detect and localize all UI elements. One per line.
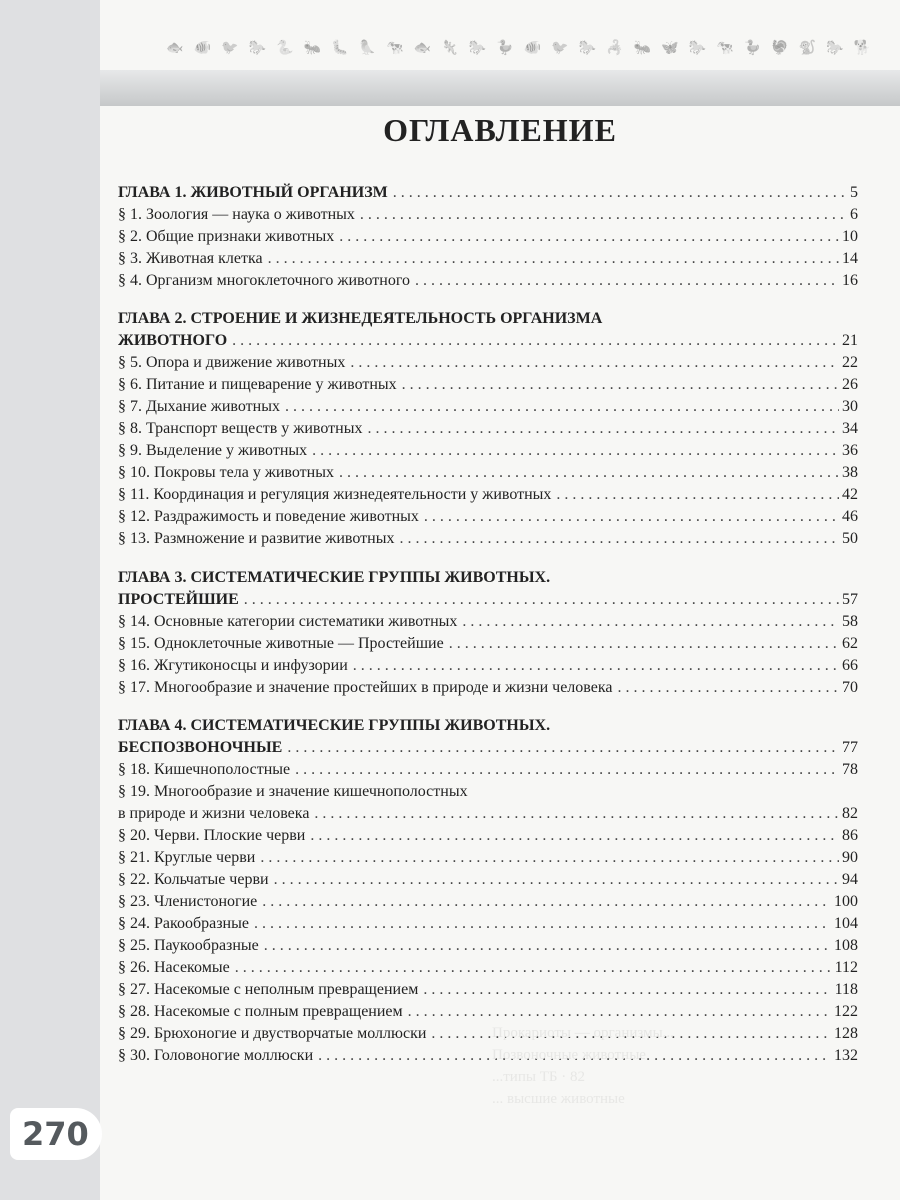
toc-entry[interactable] <box>118 935 858 957</box>
toc-entry-text: в природе и жизни человека <box>118 805 310 822</box>
dot-leader <box>264 935 831 957</box>
chapter-heading[interactable] <box>118 589 858 611</box>
dot-leader <box>244 589 839 611</box>
dot-leader <box>415 270 839 292</box>
toc-entry-text: § 12. Раздражимость и поведение животных <box>118 508 419 525</box>
toc-entry[interactable] <box>118 803 858 825</box>
toc-entry-text: § 11. Координация и регуляция жизнедеятельности у животных <box>118 486 552 503</box>
dot-leader <box>462 611 839 633</box>
toc-entry-text: § 29. Брюхоногие и двустворчатые моллюски <box>118 1025 427 1042</box>
toc-entry-page-number: 26 <box>842 376 858 393</box>
toc-entry-text: § 19. Многообразие и значение кишечнополостных <box>118 783 468 800</box>
dot-leader <box>360 204 847 226</box>
dot-leader <box>350 352 839 374</box>
toc-entry[interactable] <box>118 1001 858 1023</box>
page-number: 270 <box>22 1115 89 1153</box>
toc-entry[interactable] <box>118 248 858 270</box>
toc-entry[interactable] <box>118 374 858 396</box>
toc-entry-text: § 24. Ракообразные <box>118 915 249 932</box>
toc-entry-page-number: 38 <box>842 464 858 481</box>
toc-entry-page-number: 128 <box>834 1025 858 1042</box>
dot-leader <box>314 803 839 825</box>
dot-leader <box>262 891 831 913</box>
dot-leader <box>408 1001 831 1023</box>
animal-silhouette-icon: 🐄 <box>716 40 734 56</box>
chapter-page-number: 57 <box>842 591 858 608</box>
chapter-page-number: 21 <box>842 332 858 349</box>
toc-entry[interactable] <box>118 611 858 633</box>
animal-silhouette-icon: 🐟 <box>166 40 184 56</box>
chapter-heading-line: ГЛАВА 4. СИСТЕМАТИЧЕСКИЕ ГРУППЫ ЖИВОТНЫХ. <box>118 717 551 734</box>
chapter-page-number: 77 <box>842 739 858 756</box>
toc-entry[interactable] <box>118 847 858 869</box>
toc-entry-text: § 6. Питание и пищеварение у животных <box>118 376 397 393</box>
toc-entry-page-number: 122 <box>834 1003 858 1020</box>
toc-entry-line <box>118 781 858 803</box>
animal-silhouette-icon: 🦃 <box>771 40 789 56</box>
show-through-text <box>492 1022 872 1110</box>
dot-leader <box>339 462 839 484</box>
toc-entry-text: § 30. Головоногие моллюски <box>118 1047 314 1064</box>
table-of-contents <box>118 182 858 1083</box>
toc-entry[interactable] <box>118 677 858 699</box>
toc-entry-text: § 3. Животная клетка <box>118 250 263 267</box>
animal-silhouette-icon: 🐕 <box>853 40 871 56</box>
toc-entry-page-number: 16 <box>842 272 858 289</box>
chapter-heading-text: ПРОСТЕЙШИЕ <box>118 591 239 608</box>
animal-silhouette-icon: 🐒 <box>798 40 816 56</box>
toc-entry-page-number: 22 <box>842 354 858 371</box>
show-through-line: ... высшие животные <box>492 1091 625 1107</box>
toc-entry-page-number: 90 <box>842 849 858 866</box>
toc-entry-text: § 7. Дыхание животных <box>118 398 280 415</box>
header-band <box>100 70 900 106</box>
toc-entry[interactable] <box>118 506 858 528</box>
animal-silhouette-icon: 🐦 <box>551 40 569 56</box>
animal-silhouette-icon: 🐍 <box>276 40 294 56</box>
toc-entry[interactable] <box>118 957 858 979</box>
chapter-heading[interactable] <box>118 330 858 352</box>
dot-leader <box>617 677 839 699</box>
dot-leader <box>399 528 839 550</box>
toc-entry-page-number: 6 <box>850 206 858 223</box>
toc-entry-page-number: 66 <box>842 657 858 674</box>
toc-entry-page-number: 50 <box>842 530 858 547</box>
toc-entry-text: § 1. Зоология — наука о животных <box>118 206 355 223</box>
toc-entry-text: § 10. Покровы тела у животных <box>118 464 334 481</box>
toc-entry-text: § 9. Выделение у животных <box>118 442 308 459</box>
toc-entry-text: § 16. Жгутиконосцы и инфузории <box>118 657 348 674</box>
dot-leader <box>449 633 839 655</box>
toc-entry-text: § 27. Насекомые с неполным превращением <box>118 981 419 998</box>
dot-leader <box>424 506 839 528</box>
animal-silhouette-icon: 🐠 <box>523 40 541 56</box>
toc-chapter <box>118 308 858 550</box>
toc-entry-text: § 22. Кольчатые черви <box>118 871 269 888</box>
toc-entry[interactable] <box>118 913 858 935</box>
toc-entry[interactable] <box>118 891 858 913</box>
toc-entry-page-number: 10 <box>842 228 858 245</box>
dot-leader <box>310 825 839 847</box>
toc-entry-page-number: 118 <box>834 981 858 998</box>
toc-entry-page-number: 70 <box>842 679 858 696</box>
toc-entry-page-number: 78 <box>842 761 858 778</box>
animal-silhouette-icon: 🐄 <box>386 40 404 56</box>
toc-entry[interactable] <box>118 825 858 847</box>
toc-entry[interactable] <box>118 633 858 655</box>
dot-leader <box>312 440 839 462</box>
toc-entry-text: § 2. Общие признаки животных <box>118 228 335 245</box>
chapter-heading-text: ЖИВОТНОГО <box>118 332 228 349</box>
toc-entry-page-number: 58 <box>842 613 858 630</box>
toc-entry[interactable] <box>118 226 858 248</box>
dot-leader <box>268 248 839 270</box>
toc-entry-text: § 13. Размножение и развитие животных <box>118 530 395 547</box>
toc-entry[interactable] <box>118 655 858 677</box>
animal-silhouette-icon: 🐎 <box>468 40 486 56</box>
toc-entry[interactable] <box>118 528 858 550</box>
toc-entry-text: § 26. Насекомые <box>118 959 230 976</box>
animal-silhouette-icon: 🐜 <box>633 40 651 56</box>
toc-chapter <box>118 182 858 292</box>
animal-silhouette-icon: 🦆 <box>496 40 514 56</box>
animal-silhouette-icon: 🐟 <box>413 40 431 56</box>
toc-entry-page-number: 82 <box>842 805 858 822</box>
toc-entry-text: § 25. Паукообразные <box>118 937 259 954</box>
toc-entry-page-number: 14 <box>842 250 858 267</box>
chapter-heading-line: ГЛАВА 3. СИСТЕМАТИЧЕСКИЕ ГРУППЫ ЖИВОТНЫХ. <box>118 569 551 586</box>
animal-silhouette-icon: 🐎 <box>826 40 844 56</box>
dot-leader <box>353 655 839 677</box>
chapter-heading-text: ГЛАВА 1. ЖИВОТНЫЙ ОРГАНИЗМ <box>118 184 388 201</box>
dot-leader <box>402 374 839 396</box>
toc-chapter <box>118 715 858 1067</box>
dot-leader <box>260 847 839 869</box>
chapter-heading[interactable] <box>118 737 858 759</box>
chapter-heading-text: БЕСПОЗВОНОЧНЫЕ <box>118 739 283 756</box>
animal-silhouette-icon: 🐎 <box>688 40 706 56</box>
toc-entry-page-number: 86 <box>842 827 858 844</box>
dot-leader <box>339 226 839 248</box>
toc-entry-text: § 15. Одноклеточные животные — Простейшие <box>118 635 444 652</box>
toc-entry[interactable] <box>118 396 858 418</box>
toc-entry[interactable] <box>118 440 858 462</box>
show-through-line: Прокариоты — организмы... <box>492 1025 674 1041</box>
toc-entry[interactable] <box>118 759 858 781</box>
toc-entry-text: § 21. Круглые черви <box>118 849 256 866</box>
dot-leader <box>287 737 839 759</box>
chapter-page-number: 5 <box>850 184 858 201</box>
toc-entry-page-number: 42 <box>842 486 858 503</box>
show-through-line: Позвоночные животные <box>492 1047 646 1063</box>
dot-leader <box>235 957 832 979</box>
animal-silhouette-icon: 🐠 <box>193 40 211 56</box>
chapter-heading[interactable] <box>118 182 858 204</box>
animal-silhouette-icon: 🐦 <box>221 40 239 56</box>
toc-entry[interactable] <box>118 352 858 374</box>
toc-entry[interactable] <box>118 979 858 1001</box>
toc-entry-page-number: 36 <box>842 442 858 459</box>
toc-entry[interactable] <box>118 418 858 440</box>
toc-entry-page-number: 94 <box>842 871 858 888</box>
animal-silhouette-icon: 🦆 <box>743 40 761 56</box>
dot-leader <box>393 182 847 204</box>
toc-entry[interactable] <box>118 462 858 484</box>
toc-entry-text: § 23. Членистоногие <box>118 893 258 910</box>
animal-silhouette-icon: 🐛 <box>331 40 349 56</box>
animal-silhouette-icon: 🦂 <box>606 40 624 56</box>
dot-leader <box>285 396 839 418</box>
toc-entry-page-number: 132 <box>834 1047 858 1064</box>
animal-silhouette-icon: 🐜 <box>303 40 321 56</box>
toc-entry-page-number: 112 <box>834 959 858 976</box>
animal-silhouette-icon: 🦎 <box>441 40 459 56</box>
toc-entry-page-number: 104 <box>834 915 858 932</box>
toc-entry-text: § 14. Основные категории систематики животных <box>118 613 458 630</box>
toc-entry[interactable] <box>118 204 858 226</box>
toc-entry-page-number: 34 <box>842 420 858 437</box>
toc-entry-page-number: 100 <box>834 893 858 910</box>
show-through-line: ...типы ТБ · 82 <box>492 1069 585 1085</box>
page-title: ОГЛАВЛЕНИЕ <box>383 112 617 148</box>
toc-entry-text: § 5. Опора и движение животных <box>118 354 346 371</box>
toc-entry-page-number: 30 <box>842 398 858 415</box>
dot-leader <box>254 913 831 935</box>
dot-leader <box>556 484 839 506</box>
toc-entry[interactable] <box>118 270 858 292</box>
toc-entry-page-number: 46 <box>842 508 858 525</box>
toc-entry-page-number: 108 <box>834 937 858 954</box>
dot-leader <box>232 330 839 352</box>
dot-leader <box>367 418 839 440</box>
animal-silhouette-icon: 🐎 <box>578 40 596 56</box>
animal-silhouette-icon: 🐎 <box>248 40 266 56</box>
chapter-heading-line: ГЛАВА 2. СТРОЕНИЕ И ЖИЗНЕДЕЯТЕЛЬНОСТЬ ОРГАНИЗМА <box>118 310 603 327</box>
dot-leader <box>274 869 839 891</box>
toc-entry-text: § 17. Многообразие и значение простейших в природе и жизни человека <box>118 679 613 696</box>
toc-entry-text: § 28. Насекомые с полным превращением <box>118 1003 403 1020</box>
toc-entry[interactable] <box>118 869 858 891</box>
toc-entry-page-number: 62 <box>842 635 858 652</box>
animal-silhouettes-icon <box>100 36 900 66</box>
animal-silhouette-icon: 🦜 <box>358 40 376 56</box>
toc-entry-text: § 20. Черви. Плоские черви <box>118 827 306 844</box>
toc-entry-text: § 4. Организм многоклеточного животного <box>118 272 410 289</box>
dot-leader <box>295 759 839 781</box>
toc-entry-text: § 8. Транспорт веществ у животных <box>118 420 363 437</box>
toc-entry[interactable] <box>118 484 858 506</box>
dot-leader <box>423 979 831 1001</box>
toc-chapter <box>118 567 858 699</box>
animal-silhouette-icon: 🦋 <box>661 40 679 56</box>
toc-entry-text: § 18. Кишечнополостные <box>118 761 291 778</box>
